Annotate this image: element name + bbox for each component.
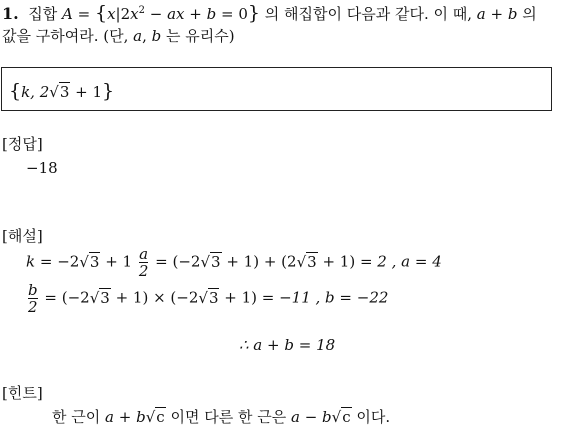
question-line-2-mid: , [142, 27, 147, 45]
solution-line-2-result: = −11 , b = −22 [261, 288, 389, 307]
question-line-2-end: 는 유리수) [166, 27, 235, 45]
set-expression: A [62, 5, 73, 23]
hint-label: [힌트] [2, 384, 43, 402]
solution-line-1: k = −2√3 + 1 $\frac{a}{2}$ = (−2√3 + 1) + (2√3 + 1) = 2 , a = 4 [26, 245, 442, 280]
answer-set-suffix: + 1 [70, 83, 103, 101]
question-text-end: 의 [522, 5, 537, 23]
answer-set: {k, 2√3 + 1} [9, 80, 115, 102]
question-line-2: 값을 구하여라. (단, a, b 는 유리수) [2, 27, 235, 45]
solution-label: [해설] [2, 227, 43, 245]
hint-text: 한 근이 a + b√c 이면 다른 한 근은 a − b√c 이다. [52, 408, 391, 426]
question-text-prefix: 집합 [28, 5, 58, 23]
solution-line-1-result: = 2 , a = 4 [359, 252, 442, 271]
answer-set-radicand: 3 [59, 83, 70, 101]
answer-box [1, 67, 552, 111]
question-line-2-text: 값을 구하여라. (단, [2, 27, 129, 45]
hint-middle: 이면 다른 한 근은 [170, 408, 287, 426]
solution-conclusion: ∴ a + b = 18 [239, 336, 336, 354]
answer-label: [정답] [2, 135, 43, 153]
answer-value: −18 [26, 159, 58, 177]
hint-prefix: 한 근이 [52, 408, 101, 426]
answer-set-prefix: k, 2 [21, 83, 50, 101]
solution-line-2: $\frac{b}{2}$ = (−2√3 + 1) × (−2√3 + 1) = −11 , b = −22 [28, 281, 389, 316]
question-text-suffix: 의 해집합이 다음과 같다. 이 때, [264, 5, 473, 23]
question-line-1: 1. 집합 $A = \{x|2x^2$ − ax + b = 0} 의 해집합이 다음과 같다. 이 때, a + b 의 [2, 2, 537, 24]
hint-suffix: 이다. [356, 408, 391, 426]
question-number: 1. [2, 4, 19, 23]
